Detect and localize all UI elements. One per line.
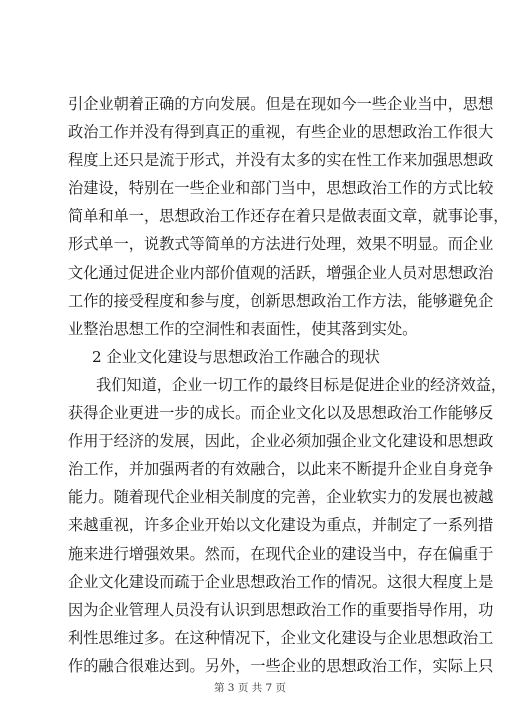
text-line: 政治工作并没有得到真正的重视，有些企业的思想政治工作很大 — [68, 123, 494, 142]
text-line: 引企业朝着正确的方向发展。但是在现如今一些企业当中，思想 — [68, 95, 494, 113]
text-line: 因为企业管理人员没有认识到思想政治工作的重要指导作用，功 — [68, 600, 494, 619]
text-line: 工作的接受程度和参与度，创新思想政治工作方法，能够避免企 — [68, 291, 494, 310]
text-line: 来越重视，许多企业开始以文化建设为重点，并制定了一系列措 — [68, 516, 494, 535]
text-line: 利性思维过多。在这种情况下，企业文化建设与企业思想政治工 — [68, 628, 494, 647]
text-line: 治工作，并加强两者的有效融合，以此来不断提升企业自身竞争 — [68, 460, 494, 479]
document-body — [68, 90, 508, 680]
text-line: 文化通过促进企业内部价值观的活跃，增强企业人员对思想政治 — [68, 263, 494, 282]
text-line: 施来进行增强效果。然而，在现代企业的建设当中，存在偏重于 — [68, 544, 494, 563]
text-line: 作用于经济的发展，因此，企业必须加强企业文化建设和思想政 — [68, 432, 494, 451]
page-footer: 第 3 页 共 7 页 — [213, 682, 287, 694]
text-line: 程度上还只是流于形式，并没有太多的实在性工作来加强思想政 — [68, 151, 494, 170]
text-line: 能力。随着现代企业相关制度的完善，企业软实力的发展也被越 — [68, 488, 494, 507]
text-line: 我们知道，企业一切工作的最终目标是促进企业的经济效益， — [96, 375, 507, 394]
text-line: 企业文化建设而疏于企业思想政治工作的情况。这很大程度上是 — [68, 572, 494, 591]
text-line: 作的融合很难达到。另外，一些企业的思想政治工作，实际上只 — [68, 656, 494, 675]
text-line: 获得企业更进一步的成长。而企业文化以及思想政治工作能够反 — [68, 404, 494, 423]
text-line: 治建设，特别在一些企业和部门当中，思想政治工作的方式比较 — [68, 179, 494, 198]
text-line: 简单和单一，思想政治工作还存在着只是做表面文章，就事论事， — [68, 207, 508, 226]
text-line: 形式单一，说教式等简单的方法进行处理，效果不明显。而企业 — [68, 235, 494, 254]
text-line: 业整治思想工作的空洞性和表面性，使其落到实处。 — [68, 319, 418, 338]
section-heading: 2 企业文化建设与思想政治工作融合的现状 — [92, 347, 380, 366]
